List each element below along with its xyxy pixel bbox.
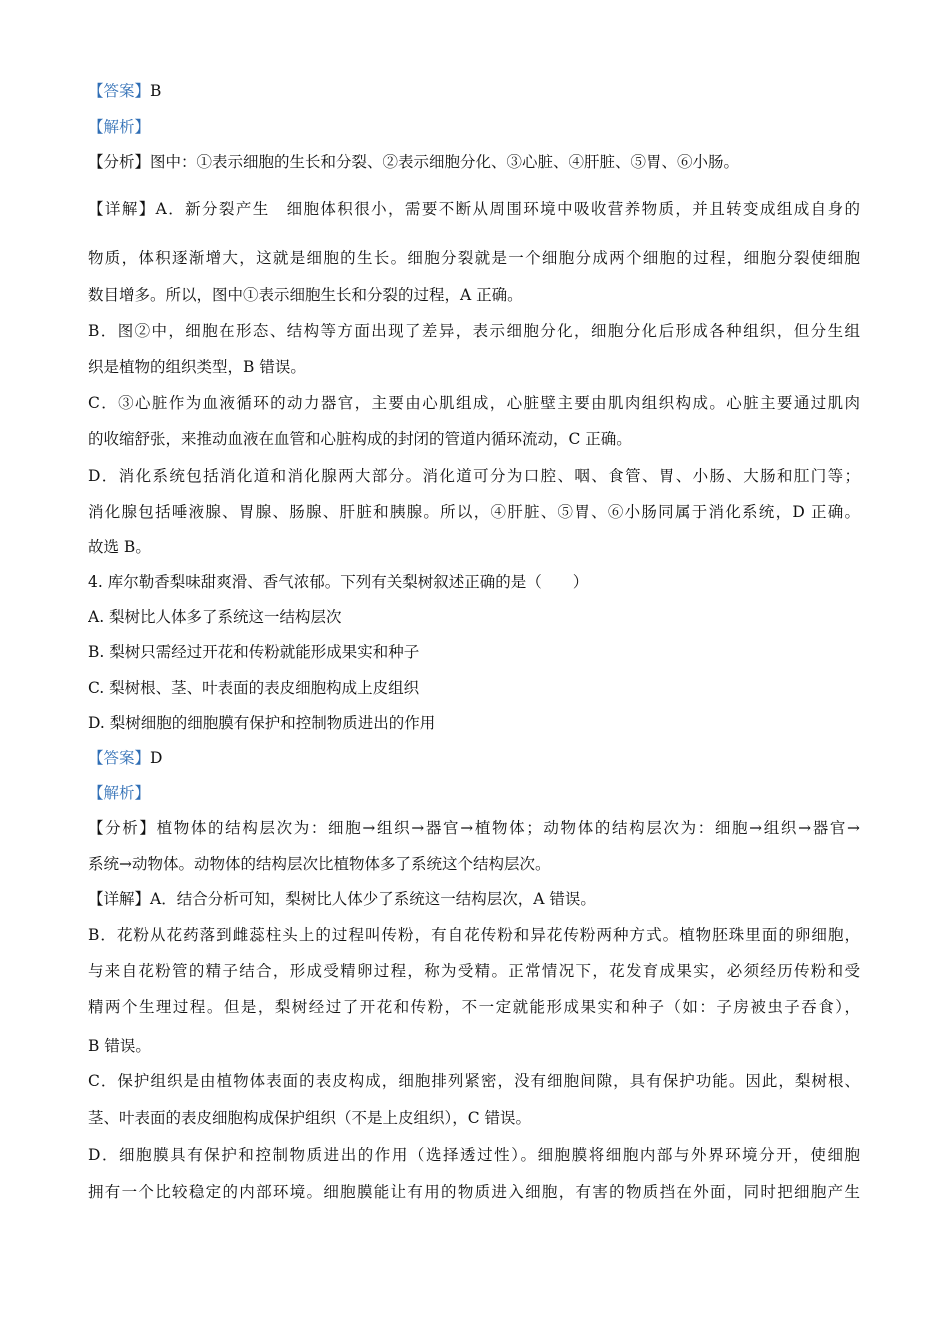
q4-analysis-label: 【解析】 [88,784,151,802]
q4-option-a: A. 梨树比人体多了系统这一结构层次 [88,608,342,626]
q3-detail-line: C．③心脏作为血液循环的动力器官，主要由心肌组成，心脏壁主要由肌肉组织构成。心脏主要通过肌肉 [88,394,860,412]
xiangjie-label: 【详解】 [88,200,156,218]
q4-detail-line: C．保护组织是由植物体表面的表皮构成，细胞排列紧密，没有细胞间隙，具有保护功能。因此，梨树根、 [88,1072,860,1090]
q3-detail-line: B．图②中，细胞在形态、结构等方面出现了差异，表示细胞分化，细胞分化后形成各种组织，但分生组 [88,322,860,340]
answer-label: 【答案】 [88,749,151,767]
q4-detail-line: 与来自花粉管的精子结合，形成受精卵过程，称为受精。正常情况下，花发育成果实，必须经历传粉和受 [88,962,860,980]
q3-fenxi [88,152,860,174]
q4-answer [88,748,860,770]
q4-detail-line: 精两个生理过程。但是，梨树经过了开花和传粉，不一定就能形成果实和种子（如：子房被虫子吞食）， [88,998,860,1016]
xiangjie-label: 【详解】 [88,890,151,908]
q4-option-c: C. 梨树根、茎、叶表面的表皮细胞构成上皮组织 [88,679,420,697]
q3-detail-line: 数目增多。所以，图中①表示细胞生长和分裂的过程，A 正确。 [88,286,523,304]
q4-fenxi [88,818,860,840]
q3-answer [88,81,860,103]
q4-stem: 4. 库尔勒香梨味甜爽滑、香气浓郁。下列有关梨树叙述正确的是（ ） [88,573,589,591]
fenxi-label: 【分析】 [88,153,151,171]
q3-detail-line: 织是植物的组织类型，B 错误。 [88,358,306,376]
q4-option-b: B. 梨树只需经过开花和传粉就能形成果实和种子 [88,643,420,661]
q4-detail-line: B．花粉从花药落到雌蕊柱头上的过程叫传粉，有自花传粉和异花传粉两种方式。植物胚珠里面的卵细胞， [88,926,860,944]
q4-fenxi-line: 系统→动物体。动物体的结构层次比植物体多了系统这个结构层次。 [88,855,551,873]
q3-detail-line: 的收缩舒张，来推动血液在血管和心脏构成的封闭的管道内循环流动，C 正确。 [88,430,632,448]
q4-detail-line: 茎、叶表面的表皮细胞构成保护组织（不是上皮组织），C 错误。 [88,1109,532,1127]
q3-conclusion: 故选 B。 [88,538,151,556]
answer-value: D [150,749,163,767]
q4-detail-line: 拥有一个比较稳定的内部环境。细胞膜能让有用的物质进入细胞，有害的物质挡在外面，同时把细胞产生 [88,1183,860,1201]
q3-detail-line: 消化腺包括唾液腺、胃腺、肠腺、肝脏和胰腺。所以，④肝脏、⑤胃、⑥小肠同属于消化系统，D 正确。 [88,503,860,521]
q3-detail-line: D．消化系统包括消化道和消化腺两大部分。消化道可分为口腔、咽、食管、胃、小肠、大肠和肛门等； [88,467,860,485]
q3-analysis-label: 【解析】 [88,118,151,136]
q4-detail-line: D．细胞膜具有保护和控制物质进出的作用（选择透过性）。细胞膜将细胞内部与外界环境分开，使细胞 [88,1146,860,1164]
q4-option-d: D. 梨树细胞的细胞膜有保护和控制物质进出的作用 [88,714,436,732]
q3-detail-line: 物质，体积逐渐增大，这就是细胞的生长。细胞分裂就是一个细胞分成两个细胞的过程，细胞分裂使细胞 [88,249,860,267]
q4-detail-line: B 错误。 [88,1037,151,1055]
fenxi-text: 图中：①表示细胞的生长和分裂、②表示细胞分化、③心脏、④肝脏、⑤胃、⑥小肠。 [150,153,740,171]
q3-detail-line [88,199,860,221]
detail-text: A．新分裂产生 细胞体积很小，需要不断从周围环境中吸收营养物质，并且转变成组成自身的 [155,200,860,218]
answer-value: B [150,82,162,100]
detail-text: A．结合分析可知，梨树比人体少了系统这一结构层次，A 错误。 [150,890,596,908]
fenxi-label: 【分析】 [88,819,157,837]
fenxi-text: 植物体的结构层次为：细胞→组织→器官→植物体；动物体的结构层次为：细胞→组织→器官→ [156,819,860,837]
q4-detail-line [88,889,860,911]
answer-label: 【答案】 [88,82,151,100]
